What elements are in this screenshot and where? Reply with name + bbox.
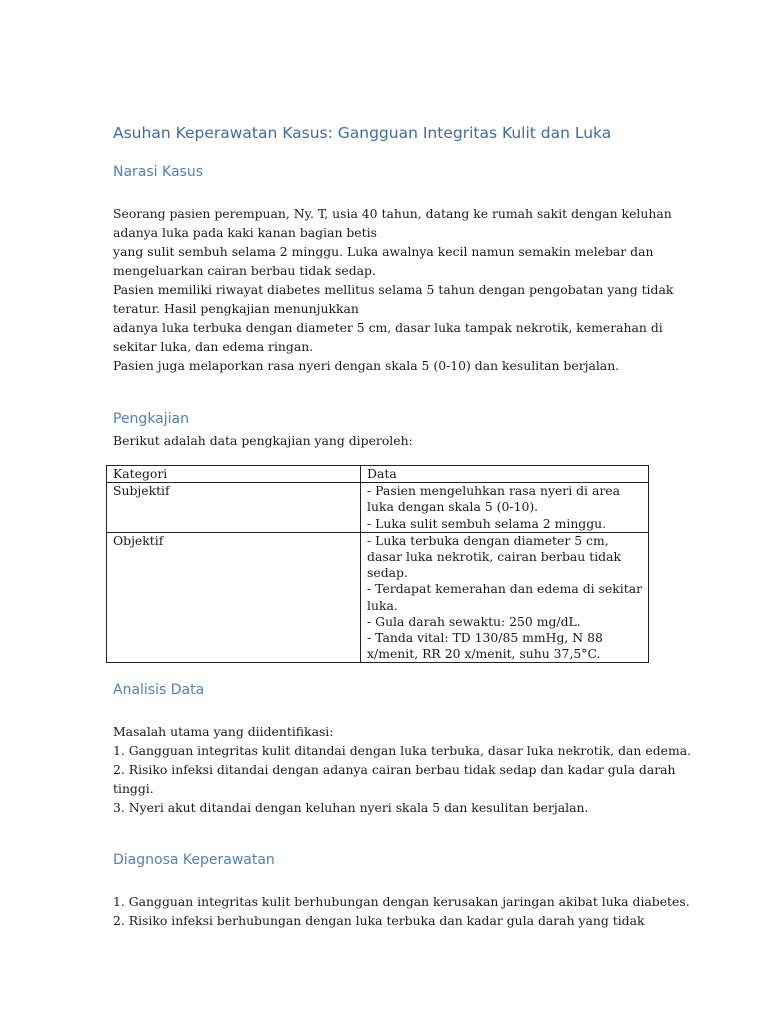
cell-line: dasar luka nekrotik, cairan berbau tidak: [367, 549, 621, 565]
cell-line: luka.: [367, 597, 398, 613]
text-line: teratur. Hasil pengkajian menunjukkan: [113, 301, 359, 316]
narasi-paragraph: [113, 204, 674, 375]
text-line: yang sulit sembuh selama 2 minggu. Luka awalnya kecil namun semakin melebar dan: [113, 244, 654, 259]
cell-line: luka dengan skala 5 (0-10).: [367, 499, 539, 515]
cell-line: - Pasien mengeluhkan rasa nyeri di area: [367, 483, 620, 499]
cell-line: sedap.: [367, 565, 408, 581]
section-heading-pengkajian: Pengkajian: [113, 411, 189, 427]
assessment-table: [106, 465, 649, 663]
text-line: 1. Gangguan integritas kulit ditandai dengan luka terbuka, dasar luka nekrotik, dan edema.: [113, 743, 692, 758]
text-line: sekitar luka, dan edema ringan.: [113, 339, 314, 354]
cell-line: - Luka sulit sembuh selama 2 minggu.: [367, 515, 607, 531]
table-cell-data: [361, 483, 649, 533]
text-line: 1. Gangguan integritas kulit berhubungan dengan kerusakan jaringan akibat luka diabetes.: [113, 894, 690, 909]
section-heading-analisis: Analisis Data: [113, 682, 205, 698]
cell-line: - Luka terbuka dengan diameter 5 cm,: [367, 532, 609, 548]
table-cell-kategori: Objektif: [107, 532, 361, 663]
table-cell-data: [361, 532, 649, 663]
text-line: Pasien juga melaporkan rasa nyeri dengan skala 5 (0-10) dan kesulitan berjalan.: [113, 358, 620, 373]
table-cell-kategori: Subjektif: [107, 483, 361, 533]
cell-line: x/menit, RR 20 x/menit, suhu 37,5°C.: [367, 646, 601, 662]
diagnosa-paragraph: [113, 892, 690, 930]
section-heading-diagnosa: Diagnosa Keperawatan: [113, 852, 275, 868]
table-row: [107, 483, 649, 533]
text-line: Berikut adalah data pengkajian yang diperoleh:: [113, 433, 413, 448]
cell-line: - Gula darah sewaktu: 250 mg/dL.: [367, 613, 581, 629]
table-header-cell: Data: [361, 466, 649, 483]
table-header-cell: Kategori: [107, 466, 361, 483]
analisis-paragraph: [113, 722, 692, 817]
text-line: Seorang pasien perempuan, Ny. T, usia 40 tahun, datang ke rumah sakit dengan keluhan: [113, 206, 672, 221]
table-row: [107, 532, 649, 663]
text-line: adanya luka pada kaki kanan bagian betis: [113, 225, 377, 240]
text-line: Masalah utama yang diidentifikasi:: [113, 724, 334, 739]
cell-line: - Terdapat kemerahan dan edema di sekitar: [367, 581, 642, 597]
text-line: Pasien memiliki riwayat diabetes mellitus selama 5 tahun dengan pengobatan yang tidak: [113, 282, 674, 297]
pengkajian-intro: [113, 431, 653, 450]
text-line: 2. Risiko infeksi berhubungan dengan luka terbuka dan kadar gula darah yang tidak: [113, 913, 645, 928]
table-header-row: [107, 466, 649, 483]
text-line: adanya luka terbuka dengan diameter 5 cm, dasar luka tampak nekrotik, kemerahan di: [113, 320, 663, 335]
text-line: tinggi.: [113, 781, 154, 796]
document-title: Asuhan Keperawatan Kasus: Gangguan Integritas Kulit dan Luka: [113, 124, 612, 142]
text-line: 3. Nyeri akut ditandai dengan keluhan nyeri skala 5 dan kesulitan berjalan.: [113, 800, 589, 815]
cell-line: - Tanda vital: TD 130/85 mmHg, N 88: [367, 630, 603, 646]
text-line: mengeluarkan cairan berbau tidak sedap.: [113, 263, 376, 278]
section-heading-narasi: Narasi Kasus: [113, 164, 203, 180]
text-line: 2. Risiko infeksi ditandai dengan adanya cairan berbau tidak sedap dan kadar gula darah: [113, 762, 676, 777]
